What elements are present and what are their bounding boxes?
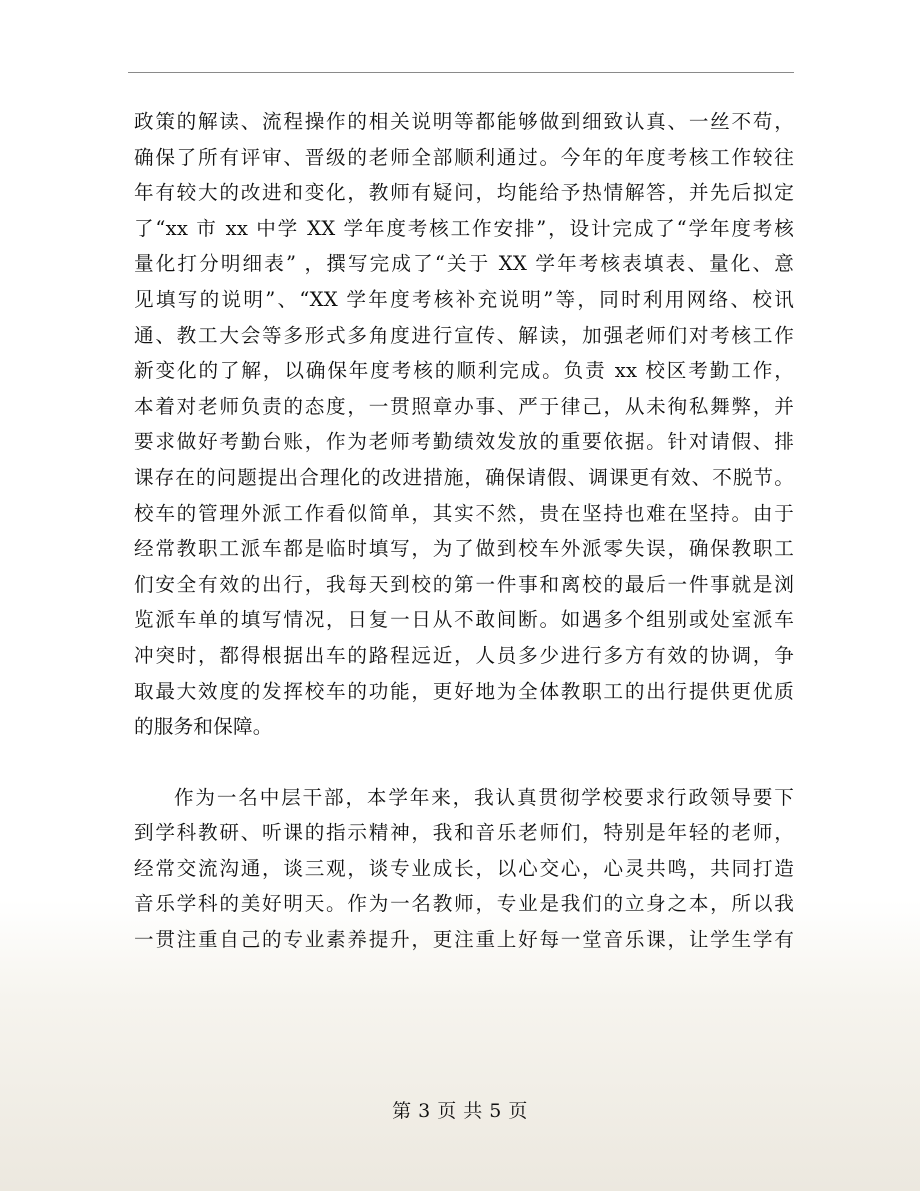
text-line: 本着对老师负责的态度，一贯照章办事、严于律己，从未徇私舞弊，并	[134, 394, 794, 418]
document-body	[134, 104, 794, 958]
text-line: 取最大效度的发挥校车的功能，更好地为全体教职工的出行提供更优质	[134, 679, 794, 703]
text-line: 要求做好考勤台账，作为老师考勤绩效发放的重要依据。针对请假、排	[134, 430, 794, 454]
text-line: 校车的管理外派工作看似简单，其实不然，贵在坚持也难在坚持。由于	[134, 501, 794, 525]
text-line: 到学科教研、听课的指示精神，我和音乐老师们，特别是年轻的老师，	[134, 821, 794, 845]
text-line: 们安全有效的出行，我每天到校的第一件事和离校的最后一件事就是浏	[134, 572, 794, 596]
text-line: 冲突时，都得根据出车的路程远近，人员多少进行多方有效的协调，争	[134, 643, 794, 667]
paragraph-1	[134, 104, 794, 745]
page-number: 第 3 页 共 5 页	[392, 1100, 528, 1122]
text-line: 了“xx 市 xx 中学 XX 学年度考核工作安排”，设计完成了“学年度考核	[134, 216, 794, 240]
text-line: 经常交流沟通，谈三观，谈专业成长，以心交心，心灵共鸣，共同打造	[134, 856, 794, 880]
text-line: 经常教职工派车都是临时填写，为了做到校车外派零失误，确保教职工	[134, 537, 794, 561]
text-line: 新变化的了解，以确保年度考核的顺利完成。负责 xx 校区考勤工作，	[134, 359, 794, 383]
paragraph-2	[134, 780, 794, 958]
text-line: 音乐学科的美好明天。作为一名教师，专业是我们的立身之本，所以我	[134, 892, 794, 916]
text-line: 一贯注重自己的专业素养提升，更注重上好每一堂音乐课，让学生学有	[134, 928, 794, 952]
text-line: 量化打分明细表” ，撰写完成了“关于 XX 学年考核表填表、量化、意	[134, 252, 794, 276]
text-line: 见填写的说明”、“XX 学年度考核补充说明”等，同时利用网络、校讯	[134, 287, 794, 311]
text-line: 览派车单的填写情况，日复一日从不敢间断。如遇多个组别或处室派车	[134, 608, 794, 632]
text-line: 年有较大的改进和变化，教师有疑问，均能给予热情解答，并先后拟定	[134, 181, 794, 205]
text-line: 的服务和保障。	[134, 715, 273, 739]
text-line: 作为一名中层干部，本学年来，我认真贯彻学校要求行政领导要下	[174, 785, 794, 809]
text-line: 确保了所有评审、晋级的老师全部顺利通过。今年的年度考核工作较往	[134, 145, 794, 169]
text-line: 课存在的问题提出合理化的改进措施，确保请假、调课更有效、不脱节。	[134, 465, 794, 489]
text-line: 政策的解读、流程操作的相关说明等都能够做到细致认真、一丝不苟，	[134, 110, 794, 133]
header-rule	[128, 72, 794, 73]
text-line: 通、教工大会等多形式多角度进行宣传、解读，加强老师们对考核工作	[134, 323, 794, 347]
